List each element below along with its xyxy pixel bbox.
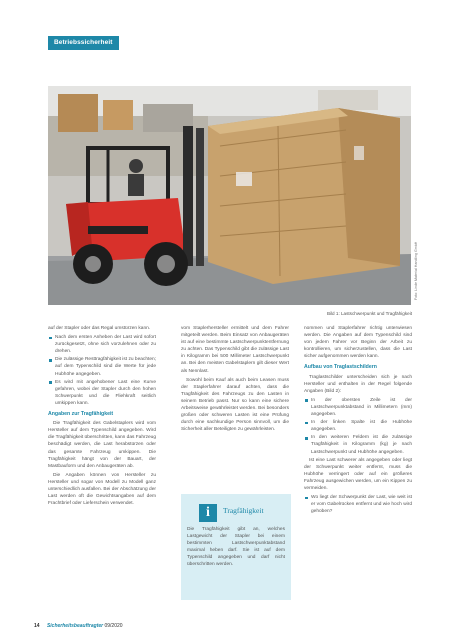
subheading: Aufbau von Traglastschildern xyxy=(304,364,377,371)
paragraph: Traglastschilder unterscheiden sich je nach Hersteller und enthalten in der Regel folgende Angaben (Bild 2): xyxy=(304,374,412,394)
paragraph: vom Staplerhersteller ermittelt und dem Fahrer mitgeteilt werden. Beim Einsatz von Anbaugeräten ist auf eine bestimmte Lastschwerpunktentfernung zu achten. Das Typenschild gibt die zulässige Last in Kilogramm bei 500 Millimeter Lastschwerpunkt an. Bei den meisten Gabelstaplern gilt dieser Wert als Nennlast. xyxy=(181,326,289,374)
section-tag: Betriebssicherheit xyxy=(48,36,119,50)
bullet-item: Die zulässige Resttragfähigkeit ist zu beachten; auf dem Typenschild sind die Werte für jede Hubhöhe angegeben. xyxy=(48,356,156,377)
page-number: 14 xyxy=(34,623,40,629)
subheading: Angaben zur Tragfähigkeit xyxy=(48,411,114,418)
paragraph: auf der Stapler oder das Regal umstürzen kann. xyxy=(48,326,151,331)
bullet-item: Wo liegt der Schwerpunkt der Last, wie weit ist er vom Gabelrücken entfernt und wie hoch wird gehoben? xyxy=(304,494,412,515)
text-column-2 xyxy=(181,325,289,435)
paragraph: Ist eine Last schwerer als angegeben oder liegt der Schwerpunkt weiter entfernt, muss die Hubhöhe verringert oder auf ein größeres Fahrzeug ausgewichen werden, um ein Kippen zu vermeiden. xyxy=(304,457,412,491)
paragraph: nommen und Staplerfahrer richtig unterwiesen werden. Die Angaben auf dem Typenschild sind von jedem Fahrer vor Beginn der Arbeit zu kontrollieren, um sicherzustellen, dass die Last sicher aufgenommen werden kann. xyxy=(304,326,412,360)
paragraph: Die Tragfähigkeit des Gabelstaplers wird vom Hersteller auf dem Typenschild angegeben. Wird die Tragfähigkeit überschritten, kann das Fahrzeug beschädigt werden, die Last herabstürzen oder das gesamte Fahrzeug umkippen. Die Tragfähigkeit hängt von der Bauart, der Mastbauform und den Anbaugeräten ab. xyxy=(48,421,156,469)
magazine-name: Sicherheitsbeauftragter xyxy=(46,623,104,629)
bullet-item: In den weiteren Feldern ist die zulässige Tragfähigkeit in Kilogramm (kg) je nach Lastschwerpunkt und Hubhöhe angegeben. xyxy=(304,434,412,455)
text-column-3 xyxy=(304,325,412,516)
info-text: Die Tragfähigkeit gibt an, welches Lastgewicht der Stapler bei einem bestimmten Lastschwerpunktabstand maximal heben darf. Sie ist auf dem Typenschild angegeben und darf nicht überschritten werden. xyxy=(187,527,285,568)
photo-credit: Foto: Linde Material Handling GmbH xyxy=(414,241,418,300)
photo-caption: Bild 1: Lastschwerpunkt und Tragfähigkeit xyxy=(326,311,412,316)
bullet-item: Nach dem ersten Anheben der Last wird sofort zurückgesetzt, ohne sich vorzulehnen oder zu drehen. xyxy=(48,334,156,355)
info-title: Tragfähigkeit xyxy=(223,506,264,515)
forklift-photo xyxy=(48,86,411,305)
bullet-item: Es wird mit angehobener Last eine Kurve gefahren, wobei der Stapler durch den hohen Schwerpunkt und die Fliehkraft seitlich umkippen kann. xyxy=(48,379,156,407)
bullet-item: In der linken Spalte ist die Hubhöhe angegeben. xyxy=(304,419,412,433)
issue-number: 09/2020 xyxy=(104,623,123,629)
bullet-item: In der obersten Zeile ist der Lastschwerpunktabstand in Millimetern (mm) angegeben. xyxy=(304,397,412,418)
forklift-illustration xyxy=(48,86,411,305)
page-footer xyxy=(34,623,123,629)
info-box xyxy=(181,494,291,600)
info-icon: i xyxy=(199,504,217,522)
text-column-1 xyxy=(48,325,156,509)
paragraph: Die Angaben können von Hersteller zu Hersteller und sogar von Modell zu Modell ganz unterschiedlich ausfallen. Bei der Abschätzung der Last werden oft die Gewichtsangaben auf dem Frachtbrief oder Lieferschein verwendet. xyxy=(48,472,156,507)
paragraph: Sowohl beim Kauf als auch beim Leasen muss der Staplerfahrer darauf achten, dass die Tragfähigkeit des Fahrzeugs zu den Lasten in seinem Betrieb passt. Nur so kann eine sichere Arbeitsweise gewährleistet werden. Bei besonders großen oder schweren Lasten ist eine Prüfung durch eine sachkundige Person sinnvoll, um die Sicherheit aller Beteiligten zu gewährleisten. xyxy=(181,377,289,433)
